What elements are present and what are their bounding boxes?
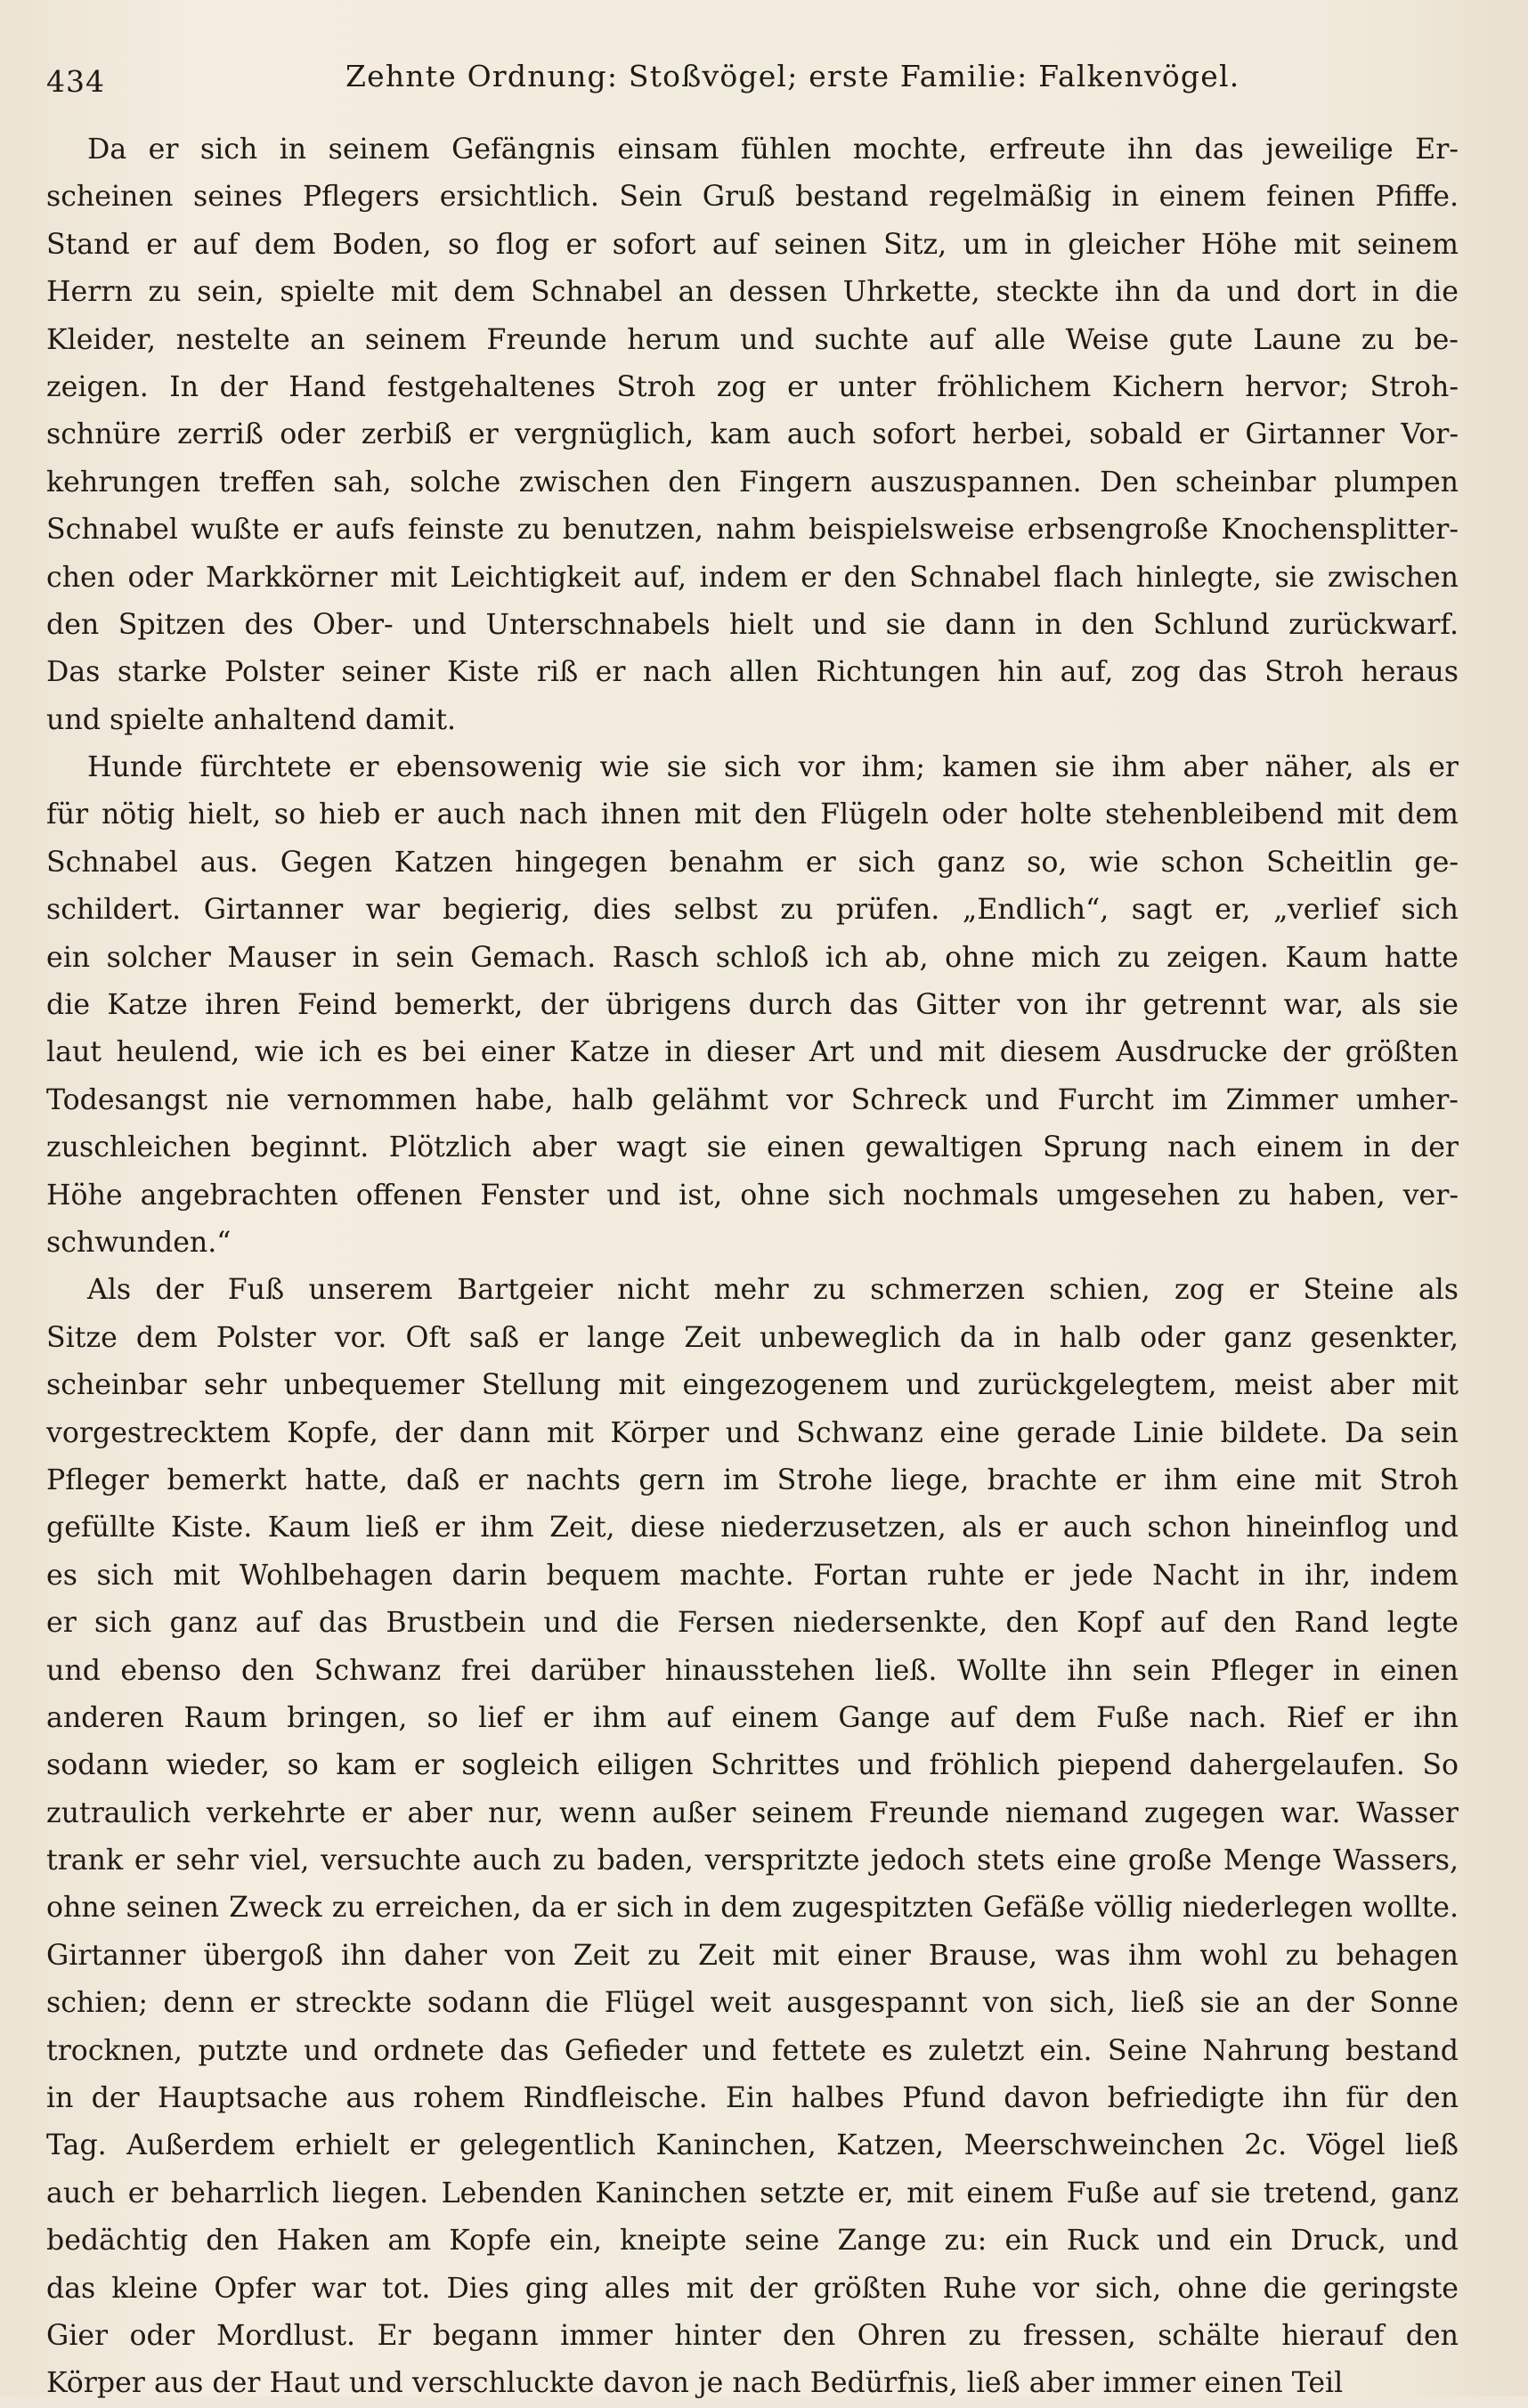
text-line: schildert. Girtanner war begierig, dies selbst zu prüfen. „Endlich“, sagt er, „verlief sich [46,894,1459,927]
text-line: kehrungen treffen sah, solche zwischen den Fingern auszuspannen. Den scheinbar plumpen [46,466,1459,499]
text-line: Stand er auf dem Boden, so flog er sofort auf seinen Sitz, um in gleicher Höhe mit seinem [46,228,1459,261]
text-line: Schnabel aus. Gegen Katzen hingegen benahm er sich ganz so, wie schon Scheitlin ge- [46,846,1459,879]
text-line: ohne seinen Zweck zu erreichen, da er sich in dem zugespitzten Gefäße völlig niederlegen wollte. [46,1892,1459,1925]
text-line: laut heulend, wie ich es bei einer Katze in dieser Art und mit diesem Ausdrucke der größten [46,1036,1459,1069]
text-line: Herrn zu sein, spielte mit dem Schnabel an dessen Uhrkette, steckte ihn da und dort in die [46,276,1459,309]
text-line: scheinbar sehr unbequemer Stellung mit eingezogenem und zurückgelegtem, meist aber mit [46,1369,1459,1402]
text-line: schnüre zerriß oder zerbiß er vergnüglich, kam auch sofort herbei, sobald er Girtanner Vor- [46,418,1459,451]
text-line: Höhe angebrachten offenen Fenster und ist, ohne sich nochmals umgesehen zu haben, ver- [46,1179,1459,1212]
text-line: Körper aus der Haut und verschluckte davon je nach Bedürfnis, ließ aber immer einen Teil [46,2367,1344,2400]
text-line: die Katze ihren Feind bemerkt, der übrigens durch das Gitter von ihr getrennt war, als sie [46,989,1459,1022]
text-line: Kleider, nestelte an seinem Freunde herum und suchte auf alle Weise gute Laune zu be- [46,323,1459,356]
text-line: Als der Fuß unserem Bartgeier nicht mehr zu schmerzen schien, zog er Steine als [87,1274,1459,1307]
text-line: es sich mit Wohlbehagen darin bequem machte. Fortan ruhte er jede Nacht in ihr, indem [46,1559,1459,1592]
text-line: gefüllte Kiste. Kaum ließ er ihm Zeit, diese niederzusetzen, als er auch schon hineinflog und [46,1512,1459,1545]
text-line: vorgestrecktem Kopfe, der dann mit Körper und Schwanz eine gerade Linie bildete. Da sein [46,1416,1459,1449]
text-line: und spielte anhaltend damit. [46,703,457,736]
text-line: zuschleichen beginnt. Plötzlich aber wagt sie einen gewaltigen Sprung nach einem in der [46,1131,1459,1164]
text-line: Hunde fürchtete er ebensowenig wie sie sich vor ihm; kamen sie ihm aber näher, als er [87,751,1459,784]
text-line: in der Hauptsache aus rohem Rindfleische. Ein halbes Pfund davon befriedigte ihn für den [46,2082,1459,2115]
text-line: schien; denn er streckte sodann die Flügel weit ausgespannt von sich, ließ sie an der Sonne [46,1987,1459,2020]
text-line: Das starke Polster seiner Kiste riß er nach allen Richtungen hin auf, zog das Stroh heraus [46,656,1459,689]
text-line: Gier oder Mordlust. Er begann immer hinter den Ohren zu fressen, schälte hierauf den [46,2319,1459,2352]
text-line: den Spitzen des Ober- und Unterschnabels hielt und sie dann in den Schlund zurückwarf. [46,608,1459,641]
text-line: Girtanner übergoß ihn daher von Zeit zu Zeit mit einer Brause, was ihm wohl zu behagen [46,1939,1459,1972]
text-line: anderen Raum bringen, so lief er ihm auf einem Gange auf dem Fuße nach. Rief er ihn [46,1701,1459,1734]
text-line: Sitze dem Polster vor. Oft saß er lange Zeit unbeweglich da in halb oder ganz gesenkter, [46,1321,1459,1354]
text-line: bedächtig den Haken am Kopfe ein, kneipte seine Zange zu: ein Ruck und ein Druck, und [46,2225,1459,2258]
text-line: Pfleger bemerkt hatte, daß er nachts gern im Strohe liege, brachte er ihm eine mit Stroh [46,1463,1459,1496]
text-line: scheinen seines Pflegers ersichtlich. Sein Gruß bestand regelmäßig in einem feinen Pfiffe. [46,181,1459,214]
text-line: auch er beharrlich liegen. Lebenden Kaninchen setzte er, mit einem Fuße auf sie tretend, ganz [46,2177,1459,2209]
page-number: 434 [46,64,105,99]
text-line: trank er sehr viel, versuchte auch zu baden, verspritzte jedoch stets eine große Menge Wassers, [46,1845,1459,1877]
text-line: er sich ganz auf das Brustbein und die Fersen niedersenkte, den Kopf auf den Rand legte [46,1607,1459,1640]
paragraph [46,1267,1459,2407]
text-line: trocknen, putzte und ordnete das Gefieder und fettete es zuletzt ein. Seine Nahrung bestand [46,2034,1459,2067]
text-line: und ebenso den Schwanz frei darüber hinausstehen ließ. Wollte ihn sein Pfleger in einen [46,1654,1459,1687]
paragraph [46,744,1459,1267]
page-header [46,59,1482,103]
text-line: für nötig hielt, so hieb er auch nach ihnen mit den Flügeln oder holte stehenbleibend mit dem [46,799,1459,831]
text-line: sodann wieder, so kam er sogleich eiligen Schrittes und fröhlich piepend dahergelaufen. So [46,1749,1459,1782]
paragraph [46,126,1459,744]
text-line: chen oder Markkörner mit Leichtigkeit auf, indem er den Schnabel flach hinlegte, sie zwischen [46,561,1459,594]
text-line: Todesangst nie vernommen habe, halb gelähmt vor Schreck und Furcht im Zimmer umher- [46,1083,1459,1116]
text-line: schwunden.“ [46,1226,232,1259]
text-line: zeigen. In der Hand festgehaltenes Stroh zog er unter fröhlichem Kichern hervor; Stroh- [46,370,1459,403]
text-line: Da er sich in seinem Gefängnis einsam fühlen mochte, erfreute ihn das jeweilige Er- [87,134,1459,166]
text-line: ein solcher Mauser in sein Gemach. Rasch schloß ich ab, ohne mich zu zeigen. Kaum hatte [46,941,1459,974]
text-line: Tag. Außerdem erhielt er gelegentlich Kaninchen, Katzen, Meerschweinchen 2c. Vögel ließ [46,2129,1459,2162]
body-text [46,126,1459,2408]
text-line: Schnabel wußte er aufs feinste zu benutzen, nahm beispielsweise erbsengroße Knochensplitter- [46,514,1459,547]
text-line: zutraulich verkehrte er aber nur, wenn außer seinem Freunde niemand zugegen war. Wasser [46,1796,1459,1829]
text-line: das kleine Opfer war tot. Dies ging alles mit der größten Ruhe vor sich, ohne die geringste [46,2272,1459,2305]
running-head: Zehnte Ordnung: Stoßvögel; erste Familie: Falkenvögel. [345,59,1240,93]
